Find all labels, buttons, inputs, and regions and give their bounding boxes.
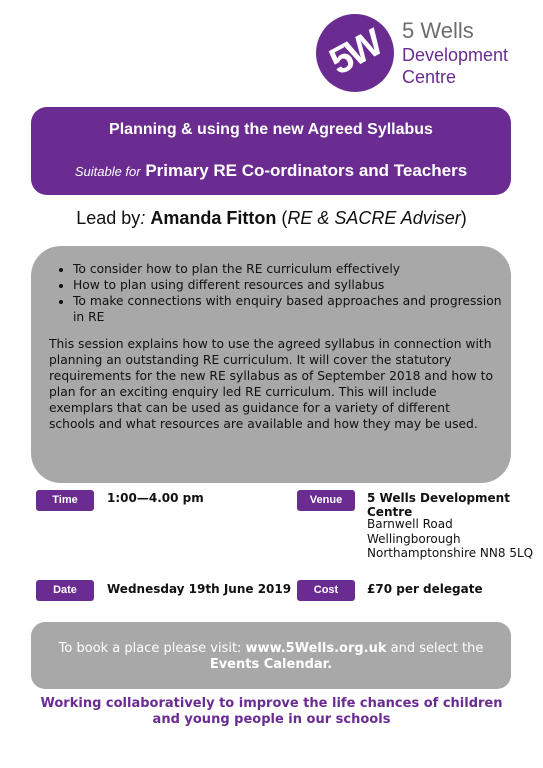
course-title: Planning & using the new Agreed Syllabus	[109, 121, 433, 138]
booking-line-1	[31, 641, 511, 657]
title-banner	[31, 107, 511, 195]
cost-value: £70 per delegate	[367, 582, 483, 596]
lead-line	[0, 208, 543, 229]
lead-colon: :	[140, 208, 146, 228]
objectives-list	[45, 261, 513, 325]
lead-label: Lead by	[76, 208, 141, 228]
booking-panel	[31, 622, 511, 689]
footer-line-1: Working collaboratively to improve the life chances of children	[40, 696, 503, 711]
date-value: Wednesday 19th June 2019	[107, 582, 292, 596]
logo-wordmark	[402, 18, 522, 88]
objective-item: • To make connections with enquiry based approaches and progression in RE	[73, 293, 513, 325]
lead-role: RE & SACRE Adviser	[287, 208, 461, 228]
footer-tagline	[0, 696, 543, 728]
logo-line-2: Development	[402, 45, 509, 65]
venue-tag: Venue	[297, 490, 355, 511]
objective-item: • To consider how to plan the RE curriculum effectively	[73, 261, 513, 277]
venue-name: 5 Wells Development Centre	[367, 491, 510, 519]
booking-events-calendar: Events Calendar.	[209, 657, 333, 672]
lead-role-open: (	[276, 208, 288, 228]
venue-address-line: Northamptonshire NN8 5LQ	[367, 546, 534, 560]
logo-mark	[316, 14, 394, 92]
audience: Primary RE Co-ordinators and Teachers	[145, 161, 468, 180]
venue-address	[367, 517, 533, 561]
logo-line-1: 5 Wells	[402, 18, 474, 43]
time-tag: Time	[36, 490, 94, 511]
lead-name: Amanda Fitton	[150, 208, 277, 228]
venue-address-line: Barnwell Road	[367, 517, 453, 531]
logo-line-3: Centre	[402, 67, 457, 87]
objective-item: • How to plan using different resources and syllabus	[73, 277, 513, 293]
course-description: This session explains how to use the agreed syllabus in connection with planning an outstanding RE curriculum. It will cover the statutory requirements for the new RE syllabus as of September 2018 and how to plan for an exciting enquiry led RE curriculum. This will include exemplars that can be used as guidance for a variety of different schools and what resources are available and how they may be used.	[49, 337, 493, 431]
booking-link[interactable]: www.5Wells.org.uk	[245, 641, 387, 656]
cost-tag: Cost	[297, 580, 355, 601]
audience-line	[31, 161, 511, 181]
logo	[316, 14, 516, 94]
course-summary-panel	[31, 246, 511, 483]
date-tag: Date	[36, 580, 94, 601]
booking-suffix: and select the	[386, 641, 484, 656]
lead-role-close: )	[460, 208, 467, 228]
time-value: 1:00—4.00 pm	[107, 491, 204, 505]
venue-address-line: Wellingborough	[367, 531, 461, 546]
booking-prefix: To book a place please visit:	[58, 641, 246, 656]
suitable-prefix: Suitable for	[74, 164, 141, 179]
logo-mark-text: 5W	[322, 22, 388, 84]
footer-line-2: and young people in our schools	[152, 712, 391, 727]
